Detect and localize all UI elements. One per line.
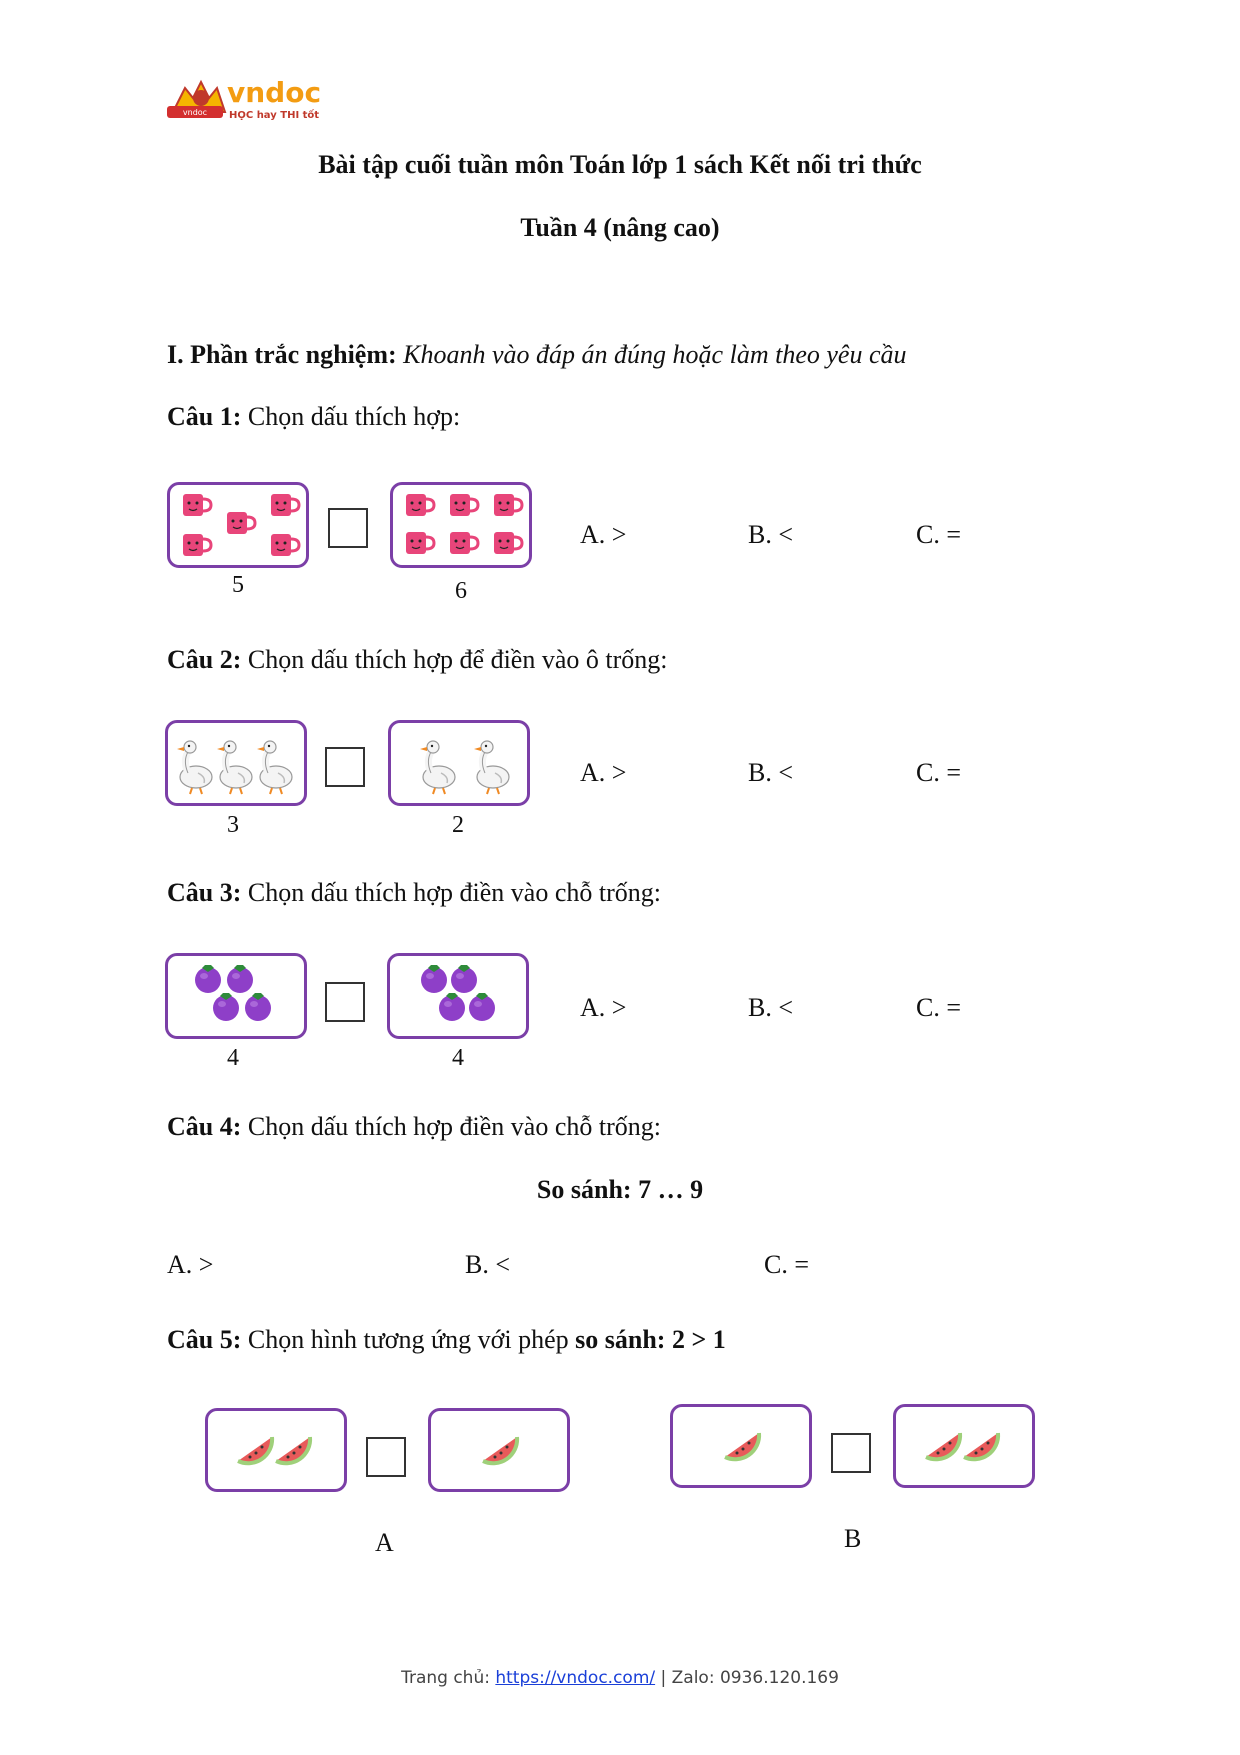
page-footer bbox=[0, 1668, 1240, 1688]
q3-left-count: 4 bbox=[227, 1045, 239, 1071]
footer-contact: | Zalo: 0936.120.169 bbox=[660, 1668, 839, 1688]
question-1-text: Chọn dấu thích hợp: bbox=[247, 402, 461, 431]
q3-left-picture-box bbox=[165, 953, 307, 1039]
q5a-left-picture-box bbox=[205, 1408, 347, 1492]
q2-answer-box[interactable] bbox=[325, 747, 365, 787]
goose-icons bbox=[391, 723, 527, 803]
footer-prefix: Trang chủ: bbox=[401, 1668, 490, 1688]
q5b-answer-box[interactable] bbox=[831, 1433, 871, 1473]
q1-option-c[interactable]: C. = bbox=[916, 520, 962, 549]
question-1 bbox=[167, 402, 460, 432]
question-2-text: Chọn dấu thích hợp để điền vào ô trống: bbox=[247, 645, 668, 674]
question-3-text: Chọn dấu thích hợp điền vào chỗ trống: bbox=[247, 878, 661, 907]
q5b-left-picture-box bbox=[670, 1404, 812, 1488]
q2-right-count: 2 bbox=[452, 812, 464, 838]
section-instruction: Khoanh vào đáp án đúng hoặc làm theo yêu cầu bbox=[403, 340, 907, 369]
goose-icons bbox=[168, 723, 304, 803]
watermelon-icons bbox=[431, 1411, 567, 1489]
watermelon-icons bbox=[896, 1407, 1032, 1485]
watermelon-icons bbox=[673, 1407, 809, 1485]
q4-option-c[interactable]: C. = bbox=[764, 1250, 810, 1279]
logo-tagline: HỌC hay THI tốt bbox=[229, 110, 320, 121]
q2-option-a[interactable]: A. > bbox=[580, 758, 627, 787]
question-5-comparison: so sánh: 2 > 1 bbox=[575, 1325, 726, 1354]
question-2-label: Câu 2: bbox=[167, 645, 242, 674]
section-label: I. Phần trắc nghiệm: bbox=[167, 340, 397, 369]
q1-answer-box[interactable] bbox=[328, 508, 368, 548]
q3-option-c[interactable]: C. = bbox=[916, 993, 962, 1022]
q4-option-a[interactable]: A. > bbox=[167, 1250, 214, 1279]
q2-right-picture-box bbox=[388, 720, 530, 806]
q5a-answer-box[interactable] bbox=[366, 1437, 406, 1477]
q2-left-picture-box bbox=[165, 720, 307, 806]
question-1-label: Câu 1: bbox=[167, 402, 242, 431]
q5b-right-picture-box bbox=[893, 1404, 1035, 1488]
q5-choice-b[interactable]: B bbox=[844, 1524, 862, 1553]
q3-option-b[interactable]: B. < bbox=[748, 993, 794, 1022]
question-2 bbox=[167, 645, 667, 675]
q3-option-a[interactable]: A. > bbox=[580, 993, 627, 1022]
question-4-label: Câu 4: bbox=[167, 1112, 242, 1141]
q5a-right-picture-box bbox=[428, 1408, 570, 1492]
footer-homepage-link[interactable]: https://vndoc.com/ bbox=[495, 1668, 656, 1688]
q1-left-count: 5 bbox=[232, 572, 244, 598]
q2-option-c[interactable]: C. = bbox=[916, 758, 962, 787]
q1-option-a[interactable]: A. > bbox=[580, 520, 627, 549]
q3-right-count: 4 bbox=[452, 1045, 464, 1071]
q4-option-b[interactable]: B. < bbox=[465, 1250, 511, 1279]
page-title: Bài tập cuối tuần môn Toán lớp 1 sách Kết nối tri thức bbox=[318, 150, 922, 179]
q1-option-b[interactable]: B. < bbox=[748, 520, 794, 549]
question-4 bbox=[167, 1112, 661, 1142]
q1-left-picture-box bbox=[167, 482, 309, 568]
vndoc-logo[interactable] bbox=[165, 68, 325, 128]
question-5-label: Câu 5: bbox=[167, 1325, 242, 1354]
logo-brand-text: vndoc bbox=[227, 76, 322, 109]
section-heading bbox=[167, 340, 906, 370]
q3-answer-box[interactable] bbox=[325, 982, 365, 1022]
q2-option-b[interactable]: B. < bbox=[748, 758, 794, 787]
watermelon-icons bbox=[208, 1411, 344, 1489]
q4-comparison: So sánh: 7 … 9 bbox=[536, 1175, 704, 1204]
logo-badge-text: vndoc bbox=[182, 108, 208, 117]
plum-icons bbox=[168, 956, 304, 1036]
q1-right-picture-box bbox=[390, 482, 532, 568]
cup-icons bbox=[393, 485, 529, 565]
q3-right-picture-box bbox=[387, 953, 529, 1039]
q5-choice-a[interactable]: A bbox=[375, 1528, 394, 1557]
question-3-label: Câu 3: bbox=[167, 878, 242, 907]
cup-icons bbox=[170, 485, 306, 565]
question-5 bbox=[167, 1325, 726, 1355]
question-5-text: Chọn hình tương ứng với phép bbox=[247, 1325, 569, 1354]
q2-left-count: 3 bbox=[227, 812, 239, 838]
question-4-text: Chọn dấu thích hợp điền vào chỗ trống: bbox=[247, 1112, 661, 1141]
plum-icons bbox=[390, 956, 526, 1036]
q1-right-count: 6 bbox=[455, 578, 467, 604]
page-subtitle: Tuần 4 (nâng cao) bbox=[520, 213, 720, 242]
question-3 bbox=[167, 878, 661, 908]
